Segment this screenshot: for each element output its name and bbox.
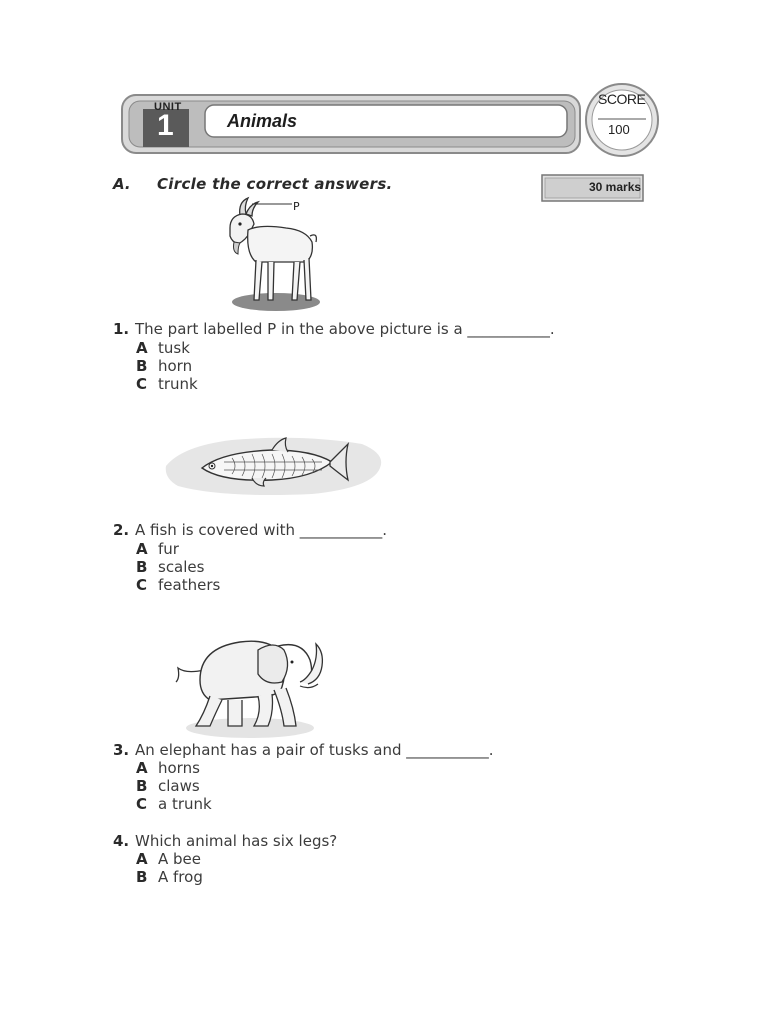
question-text: Which animal has six legs?	[135, 832, 338, 850]
question-text: An elephant has a pair of tusks and ___________.	[135, 741, 494, 759]
option-letter: B	[136, 868, 148, 886]
option-4b[interactable]	[136, 868, 203, 886]
question-2	[113, 521, 387, 539]
question-number: 1.	[113, 320, 130, 338]
option-1b[interactable]	[136, 357, 192, 375]
question-number: 2.	[113, 521, 130, 539]
option-text: horns	[158, 759, 200, 777]
question-1	[113, 320, 555, 338]
option-letter: C	[136, 375, 148, 393]
elephant-illustration	[170, 630, 330, 740]
option-text: scales	[158, 558, 205, 576]
option-text: a trunk	[158, 795, 212, 813]
option-letter: A	[136, 540, 148, 558]
option-text: trunk	[158, 375, 198, 393]
option-4a[interactable]	[136, 850, 201, 868]
question-text: The part labelled P in the above picture is a ___________.	[135, 320, 555, 338]
unit-number: 1	[157, 109, 174, 142]
option-3a[interactable]	[136, 759, 200, 777]
option-letter: B	[136, 357, 148, 375]
option-text: horn	[158, 357, 193, 375]
option-1a[interactable]	[136, 339, 190, 357]
marks-value: 30 marks	[589, 180, 642, 194]
option-3b[interactable]	[136, 777, 200, 795]
score-label: SCORE	[598, 91, 646, 107]
unit-label: UNIT	[154, 101, 182, 113]
fish-picture	[162, 432, 388, 500]
unit-banner	[121, 93, 583, 155]
marks-box	[541, 174, 644, 202]
option-1c[interactable]	[136, 375, 198, 393]
option-letter: A	[136, 759, 148, 777]
option-letter: B	[136, 777, 148, 795]
banner-frame	[121, 93, 583, 155]
option-text: fur	[158, 540, 179, 558]
option-2a[interactable]	[136, 540, 179, 558]
option-letter: A	[136, 850, 148, 868]
question-number: 3.	[113, 741, 130, 759]
option-text: A bee	[158, 850, 202, 868]
option-2b[interactable]	[136, 558, 204, 576]
option-letter: C	[136, 795, 148, 813]
option-letter: B	[136, 558, 148, 576]
question-number: 4.	[113, 832, 130, 850]
option-2c[interactable]	[136, 576, 220, 594]
goat-illustration	[216, 196, 326, 314]
page-title: Animals	[227, 111, 298, 131]
question-3	[113, 741, 494, 759]
option-text: feathers	[158, 576, 221, 594]
score-badge	[584, 82, 660, 158]
fish-illustration	[162, 432, 388, 500]
question-4	[113, 832, 337, 850]
option-letter: C	[136, 576, 148, 594]
question-text: A fish is covered with ___________.	[135, 521, 388, 539]
score-total: 100	[608, 122, 630, 137]
section-letter: A.	[113, 175, 131, 193]
goat-picture	[216, 196, 326, 314]
option-text: A frog	[158, 868, 203, 886]
option-letter: A	[136, 339, 148, 357]
elephant-picture	[170, 630, 330, 740]
goat-label-p: P	[293, 200, 300, 213]
option-text: tusk	[158, 339, 190, 357]
option-text: claws	[158, 777, 200, 795]
option-3c[interactable]	[136, 795, 212, 813]
section-instruction: Circle the correct answers.	[157, 175, 393, 193]
